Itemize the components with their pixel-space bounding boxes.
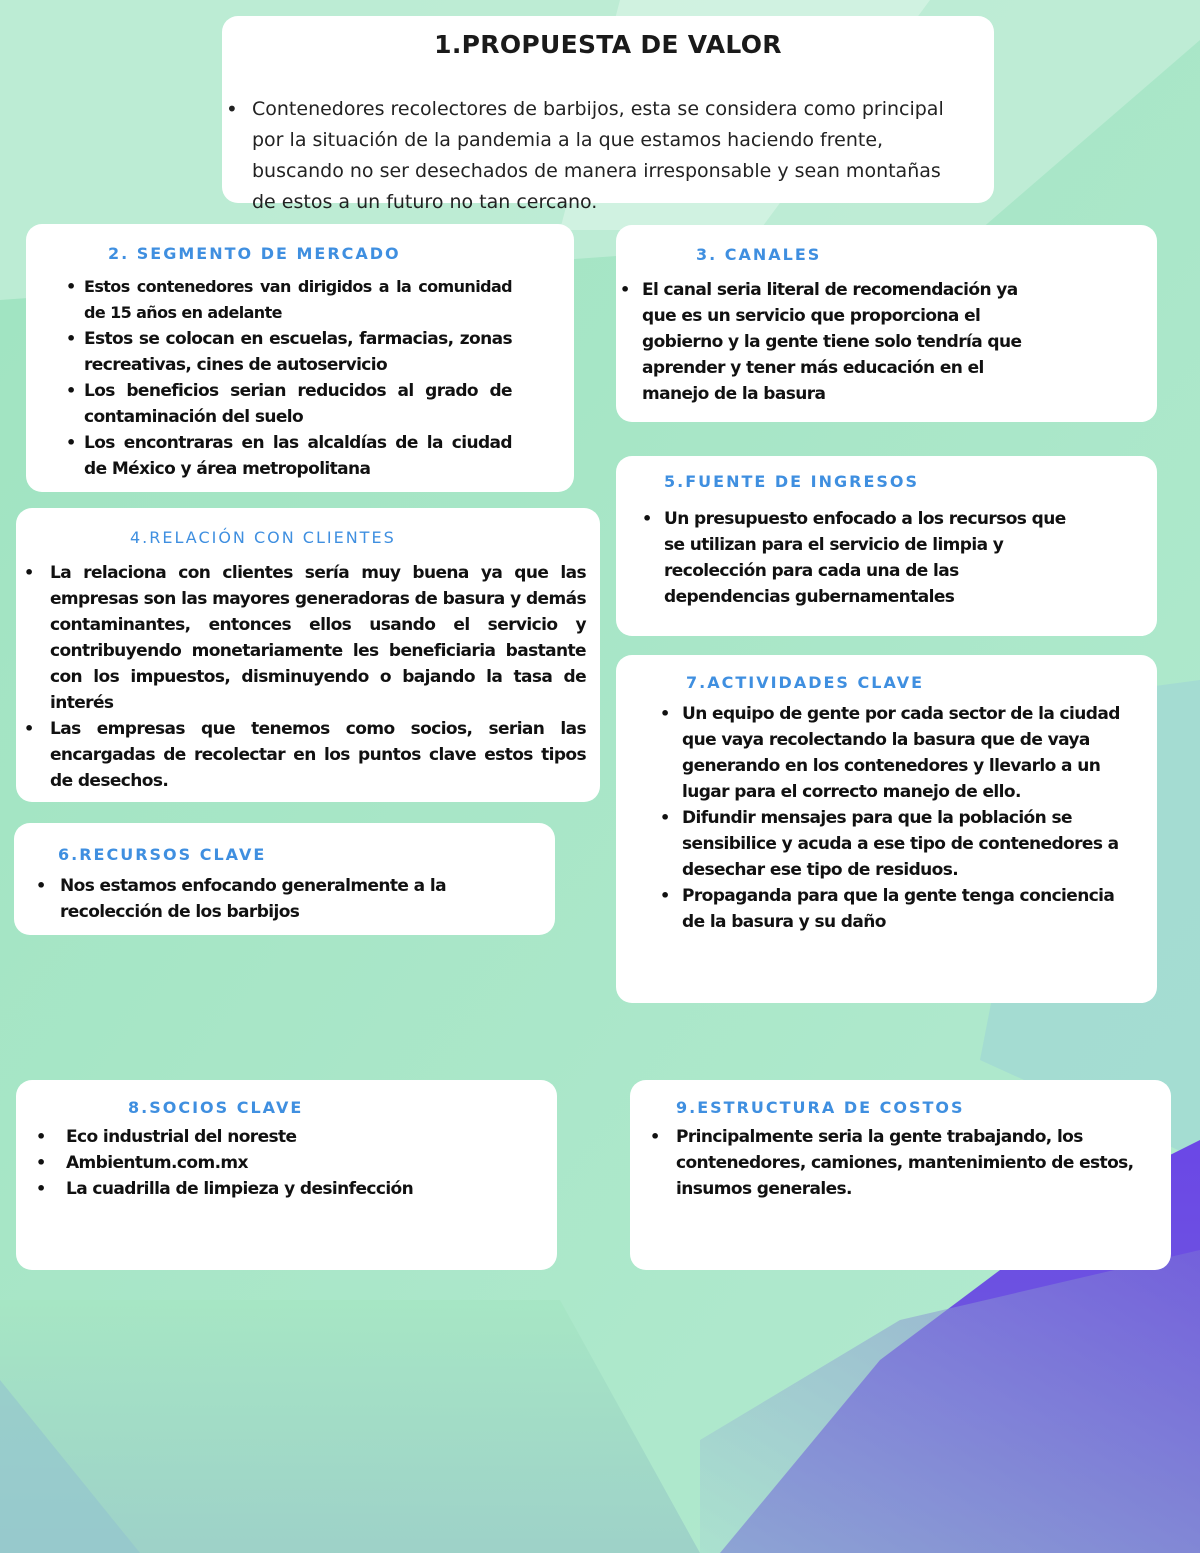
list-item: • Nos estamos enfocando generalmente a la recolección de los barbijos bbox=[36, 873, 506, 925]
list-item: • Un equipo de gente por cada sector de la ciudad que vaya recolectando la basura que de vaya generando en los contenedores y llevarlo a un lugar para el correcto manejo de ello. bbox=[660, 701, 1120, 805]
list-item: • Un presupuesto enfocado a los recursos que se utilizan para el servicio de limpia y recolección para cada una de las dependencias gubernamentales bbox=[642, 506, 1082, 610]
card-title-costos: 9.ESTRUCTURA DE COSTOS bbox=[676, 1098, 965, 1117]
list-item: • Difundir mensajes para que la población se sensibilice y acuda a ese tipo de contenedores a desechar ese tipo de residuos. bbox=[660, 805, 1120, 883]
list-item: • La cuadrilla de limpieza y desinfección bbox=[36, 1176, 516, 1202]
list-item: • Los beneficios serian reducidos al grado de contaminación del suelo bbox=[66, 378, 512, 430]
costos-list bbox=[650, 1124, 1150, 1202]
card-title-relacion: 4.RELACIÓN CON CLIENTES bbox=[130, 528, 396, 547]
list-item: • Las empresas que tenemos como socios, serian las encargadas de recolectar en los puntos clave estos tipos de desechos. bbox=[24, 716, 586, 794]
card-relacion-con-clientes bbox=[16, 508, 600, 802]
socios-list bbox=[36, 1124, 516, 1202]
list-item: • Estos se colocan en escuelas, farmacias, zonas recreativas, cines de autoservicio bbox=[66, 326, 512, 378]
list-item: • Estos contenedores van dirigidos a la comunidad de 15 años en adelante bbox=[66, 274, 512, 326]
card-title-socios: 8.SOCIOS CLAVE bbox=[128, 1098, 304, 1117]
card-fuente-de-ingresos bbox=[616, 456, 1157, 636]
propuesta-list bbox=[228, 94, 968, 218]
actividades-list bbox=[660, 701, 1120, 935]
card-title-actividades: 7.ACTIVIDADES CLAVE bbox=[686, 673, 925, 692]
card-title-propuesta: 1.PROPUESTA DE VALOR bbox=[434, 30, 782, 59]
list-item: • Propaganda para que la gente tenga conciencia de la basura y su daño bbox=[660, 883, 1120, 935]
card-title-segmento: 2. SEGMENTO DE MERCADO bbox=[108, 244, 401, 263]
list-item: • Ambientum.com.mx bbox=[36, 1150, 516, 1176]
card-canales bbox=[616, 225, 1157, 422]
list-item: • Los encontraras en las alcaldías de la ciudad de México y área metropolitana bbox=[66, 430, 512, 482]
card-title-canales: 3. CANALES bbox=[696, 245, 822, 264]
list-item: • El canal seria literal de recomendación ya que es un servicio que proporciona el gobierno y la gente tiene solo tendría que aprender y tener más educación en el manejo de la basura bbox=[620, 277, 1050, 407]
card-propuesta-de-valor bbox=[222, 16, 994, 213]
card-socios-clave bbox=[16, 1080, 557, 1270]
list-item: • Eco industrial del noreste bbox=[36, 1124, 516, 1150]
list-item: • Contenedores recolectores de barbijos, esta se considera como principal por la situación de la pandemia a la que estamos haciendo frente, buscando no ser desechados de manera irresponsable y sean montañas de estos a un futuro no tan cercano. bbox=[228, 94, 968, 218]
card-title-recursos: 6.RECURSOS CLAVE bbox=[58, 845, 267, 864]
card-segmento-de-mercado bbox=[26, 224, 574, 492]
recursos-list bbox=[36, 873, 506, 925]
card-actividades-clave bbox=[616, 655, 1157, 1003]
list-item: • Principalmente seria la gente trabajando, los contenedores, camiones, mantenimiento de estos, insumos generales. bbox=[650, 1124, 1150, 1202]
card-title-fuente: 5.FUENTE DE INGRESOS bbox=[664, 472, 920, 491]
list-item: • La relaciona con clientes sería muy buena ya que las empresas son las mayores generadoras de basura y demás contaminantes, entonces ellos usando el servicio y contribuyendo monetariamente les beneficiaria bastante con los impuestos, disminuyendo o bajando la tasa de interés bbox=[24, 560, 586, 716]
relacion-list bbox=[24, 560, 586, 794]
segmento-list bbox=[66, 274, 512, 482]
card-estructura-de-costos bbox=[630, 1080, 1171, 1270]
card-recursos-clave bbox=[14, 823, 555, 935]
fuente-list bbox=[642, 506, 1082, 610]
canales-list bbox=[620, 277, 1050, 407]
